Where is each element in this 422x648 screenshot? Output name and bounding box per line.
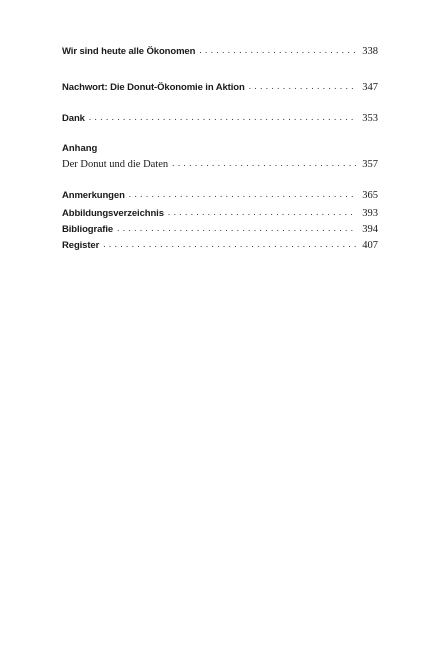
- toc-entry-title: Der Donut und die Daten: [62, 159, 169, 170]
- toc-entry-title: Dank: [62, 113, 85, 124]
- toc-entry-register: [62, 238, 378, 252]
- toc-entry-page: 365: [362, 190, 378, 201]
- toc-entry-bibliografie: [62, 222, 378, 236]
- toc-entry-title: Register: [62, 240, 100, 251]
- dot-leader: [89, 111, 356, 121]
- dot-leader: [117, 222, 356, 232]
- dot-leader: [103, 238, 356, 248]
- toc-entry-title: Nachwort: Die Donut-Ökonomie in Aktion: [62, 82, 245, 93]
- dot-leader: [168, 206, 356, 216]
- toc-entry-title: Wir sind heute alle Ökonomen: [62, 46, 196, 57]
- dot-leader: [249, 80, 357, 90]
- toc-entry-page: 347: [362, 82, 378, 93]
- toc-entry-dank: [62, 111, 378, 125]
- toc-entry-page: 394: [362, 224, 378, 235]
- toc-entry-der-donut-und-die-daten: [62, 157, 378, 171]
- toc-entry-title: Bibliografie: [62, 224, 114, 235]
- toc-entry-anmerkungen: [62, 188, 378, 202]
- toc-entry-nachwort: [62, 80, 378, 94]
- section-heading-anhang: Anhang: [62, 143, 98, 154]
- dot-leader: [172, 157, 356, 167]
- toc-entry-page: 393: [362, 208, 378, 219]
- toc-entry-page: 338: [362, 46, 378, 57]
- toc-entry-wir-sind-heute-alle-oekonomen: [62, 44, 378, 58]
- toc-entry-title: Abbildungsverzeichnis: [62, 208, 164, 219]
- dot-leader: [129, 188, 356, 198]
- toc-entry-page: 407: [362, 240, 378, 251]
- toc-entry-page: 357: [362, 159, 378, 170]
- dot-leader: [199, 44, 356, 54]
- toc-entry-abbildungsverzeichnis: [62, 206, 378, 220]
- toc-entry-title: Anmerkungen: [62, 190, 125, 201]
- toc-entry-page: 353: [362, 113, 378, 124]
